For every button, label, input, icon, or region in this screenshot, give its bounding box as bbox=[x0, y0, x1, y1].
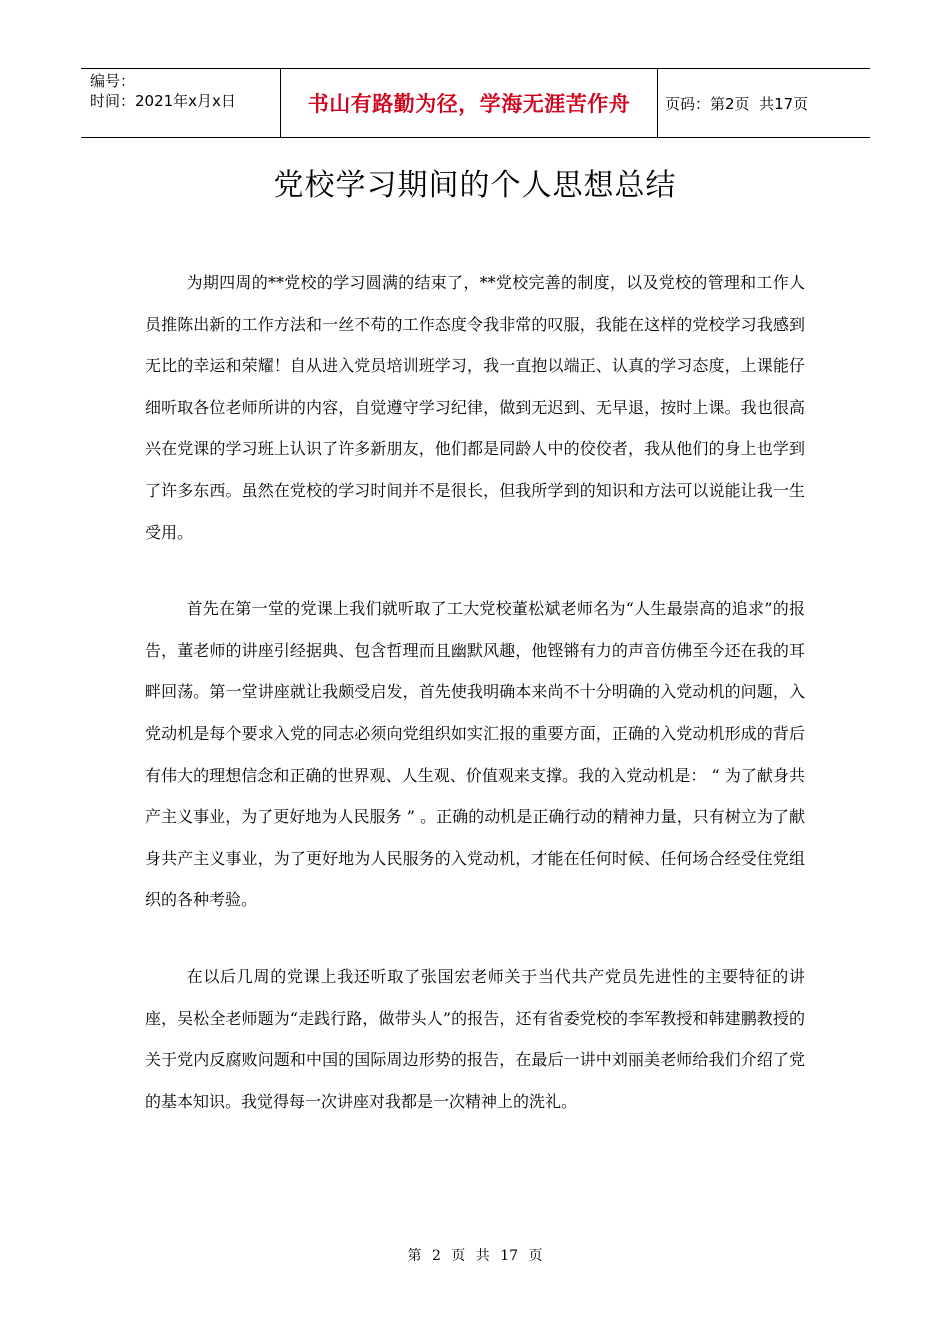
header-motto-cell bbox=[281, 69, 658, 137]
document-body bbox=[145, 262, 805, 1157]
body-paragraph: 为期四周的**党校的学习圆满的结束了，**党校完善的制度，以及党校的管理和工作人员推陈出新的工作方法和一丝不苟的工作态度令我非常的叹服，我能在这样的党校学习我感到无比的幸运和荣耀！自从进入党员培训班学习，我一直抱以端正、认真的学习态度，上课能仔细听取各位老师所讲的内容，自觉遵守学习纪律，做到无迟到、无早退，按时上课。我也很高兴在党课的学习班上认识了许多新朋友，他们都是同龄人中的佼佼者，我从他们的身上也学到了许多东西。虽然在党校的学习时间并不是很长，但我所学到的知识和方法可以说能让我一生受用。 bbox=[145, 273, 805, 542]
document-header bbox=[81, 68, 870, 138]
document-title: 党校学习期间的个人思想总结 bbox=[273, 168, 677, 203]
document-number-label: 编号： bbox=[90, 72, 136, 90]
header-meta-cell bbox=[81, 69, 281, 137]
header-page-cell bbox=[658, 69, 870, 137]
page-footer: 第 2 页 共 17 页 bbox=[407, 1248, 543, 1264]
body-paragraph: 首先在第一堂的党课上我们就听取了工大党校董松斌老师名为“人生最崇高的追求”的报告，董老师的讲座引经据典、包含哲理而且幽默风趣，他铿锵有力的声音仿佛至今还在我的耳畔回荡。第一堂讲座就让我颇受启发，首先使我明确本来尚不十分明确的入党动机的问题，入党动机是每个要求入党的同志必须向党组织如实汇报的重要方面，正确的入党动机形成的背后有伟大的理想信念和正确的世界观、人生观、价值观来支撑。我的入党动机是： “ 为了献身共产主义事业，为了更好地为人民服务 ” 。正确的动机是正确行动的精神力量，只有树立为了献身共产主义事业，为了更好地为人民服务的入党动机，才能在任何时候、任何场合经受住党组织的各种考验。 bbox=[145, 599, 805, 910]
body-paragraph: 在以后几周的党课上我还听取了张国宏老师关于当代共产党员先进性的主要特征的讲座，吴松全老师题为“走践行路，做带头人”的报告，还有省委党校的李军教授和韩建鹏教授的关于党内反腐败问题和中国的国际周边形势的报告，在最后一讲中刘丽美老师给我们介绍了党的基本知识。我觉得每一次讲座对我都是一次精神上的洗礼。 bbox=[145, 966, 805, 1111]
header-motto: 书山有路勤为径，学海无涯苦作舟 bbox=[307, 92, 631, 116]
document-date: 时间：2021年x月x日 bbox=[90, 92, 236, 110]
header-page-info: 页码：第2页 共17页 bbox=[665, 94, 809, 113]
